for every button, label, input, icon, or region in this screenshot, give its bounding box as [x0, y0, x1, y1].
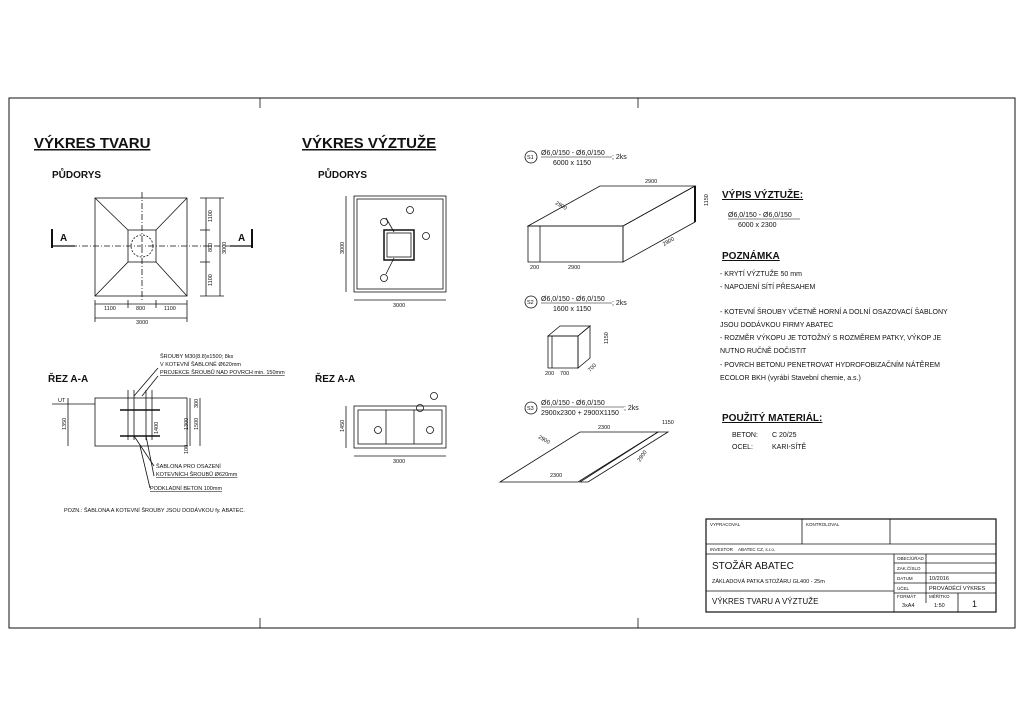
reinforcement-section: [346, 393, 446, 457]
svg-text:ZAK.ČÍSLO: ZAK.ČÍSLO: [897, 566, 921, 571]
vypis-spec: Ø6,0/150 - Ø6,0/150: [728, 212, 792, 219]
middle-title: VÝKRES VÝZTUŽE: [302, 135, 437, 152]
svg-text:ŠABLONA PRO OSAZENÍ: ŠABLONA PRO OSAZENÍ: [156, 464, 221, 470]
s2-mesh-drawing: [548, 326, 590, 368]
section-dim-h6: 300: [194, 398, 200, 408]
svg-text:JSOU DODÁVKOU FIRMY ABATEC: JSOU DODÁVKOU FIRMY ABATEC: [720, 322, 834, 329]
middle-plan-heading: PŮDORYS: [318, 170, 368, 181]
middle-section-heading: ŘEZ A-A: [315, 374, 356, 385]
fold-marks: [260, 98, 638, 628]
tb-title: STOŽÁR ABATEC: [712, 561, 794, 572]
poznamka-heading: POZNÁMKA: [722, 251, 780, 262]
section-marker-left: [52, 229, 75, 248]
svg-text:S2: S2: [527, 300, 534, 306]
plan-dim-b1: 1100: [104, 306, 116, 312]
s3-dim-2: 2900: [537, 434, 551, 446]
materials-list: [732, 432, 807, 451]
svg-text:PROJEKCE ŠROUBŮ NAD POVRCH min: PROJEKCE ŠROUBŮ NAD POVRCH min. 150mm: [160, 370, 285, 376]
middle-plan-height: 3000: [340, 241, 346, 254]
svg-text:A: A: [238, 233, 246, 244]
s2-dim-0: 1150: [604, 332, 610, 344]
left-section-heading: ŘEZ A-A: [48, 374, 89, 385]
plan-dim-total: 3000: [136, 320, 149, 326]
s1-tag: [525, 151, 537, 163]
section-dim-h1: 1350: [62, 417, 68, 430]
svg-text:- POVRCH BETONU PENETROVAT HYD: - POVRCH BETONU PENETROVAT HYDROFOBIZAČNÍM NÁTĚREM: [720, 362, 941, 369]
s3-size: 2900x2300 + 2900X1150: [541, 410, 619, 417]
s1-dim-0: 2900: [645, 179, 658, 185]
material-heading: POUŽITÝ MATERIÁL:: [722, 413, 823, 424]
s3-spec: Ø6,0/150 - Ø6,0/150: [541, 400, 605, 407]
svg-text:S1: S1: [527, 155, 534, 161]
s1-mesh-drawing: [528, 186, 695, 262]
s2-tag: [525, 296, 537, 308]
section-marker-right: [230, 229, 252, 248]
tb-drawing: VÝKRES TVARU A VÝZTUŽE: [712, 597, 819, 606]
s1-spec: Ø6,0/150 - Ø6,0/150: [541, 150, 605, 157]
left-plan-heading: PŮDORYS: [52, 170, 102, 181]
svg-text:C 20/25: C 20/25: [772, 432, 797, 439]
tb-subtitle: ZÁKLADOVÁ PATKA STOŽÁRU GL400 - 25m: [712, 579, 825, 585]
s3-count: ; 2ks: [624, 405, 639, 412]
svg-text:OCEL:: OCEL:: [732, 444, 754, 451]
svg-text:- ROZMĚR VÝKOPU JE TOTOŽNÝ S R: - ROZMĚR VÝKOPU JE TOTOŽNÝ S ROZMĚREM PATKY, VÝKOP JE: [720, 335, 942, 342]
plan-dim-rtotal: 3000: [222, 241, 228, 254]
s1-size: 6000 x 1150: [553, 160, 592, 167]
svg-text:V KOTEVNÍ ŠABLONĚ Ø620mm: V KOTEVNÍ ŠABLONĚ Ø620mm: [160, 362, 241, 368]
tb-scale-label: MĚŘÍTKO: [929, 594, 950, 599]
tb-vypracoval: VYPRACOVAL: [710, 522, 741, 527]
svg-text:S3: S3: [527, 406, 534, 412]
s3-dim-4: 2300: [550, 473, 563, 479]
section-dim-h5: 100: [184, 444, 190, 454]
bolt-notes: [160, 353, 285, 376]
tb-scale: 1:50: [934, 603, 945, 609]
left-title: VÝKRES TVARU: [34, 135, 151, 152]
s2-spec: Ø6,0/150 - Ø6,0/150: [541, 296, 605, 303]
svg-text:PROVÁDĚCÍ VÝKRES: PROVÁDĚCÍ VÝKRES: [929, 586, 986, 592]
reinforcement-plan: [346, 196, 446, 300]
foundation-section: [52, 368, 200, 488]
plan-dim-b2: 800: [136, 306, 146, 312]
svg-text:PODKLADNÍ BETON 100mm: PODKLADNÍ BETON 100mm: [150, 486, 223, 492]
s1-dim-5: 1150: [704, 194, 710, 206]
s2-dim-3: 700: [587, 362, 598, 374]
svg-text:NUTNO RUČNĚ DOČISTIT: NUTNO RUČNĚ DOČISTIT: [720, 348, 807, 355]
tb-investor-label: INVESTOR: [710, 547, 733, 552]
s1-count: ; 2ks: [612, 154, 627, 161]
svg-text:DATUM: DATUM: [897, 576, 913, 581]
middle-section-height: 1450: [340, 419, 346, 432]
notes-list: [720, 269, 948, 382]
tb-format-label: FORMÁT: [897, 594, 916, 599]
s1-dim-1: 2900: [554, 200, 568, 212]
tb-kontroloval: KONTROLOVAL: [806, 522, 840, 527]
tb-sheet-number: 1: [972, 599, 978, 609]
s2-dim-1: 200: [545, 371, 555, 377]
s3-tag: [525, 402, 537, 414]
s2-size: 1600 x 1150: [553, 306, 592, 313]
svg-text:KARI-SÍTĚ: KARI-SÍTĚ: [772, 444, 807, 451]
tb-investor: ABATEC CZ, s.r.o.: [738, 547, 776, 552]
section-dim-h3: 1300: [184, 417, 190, 430]
svg-text:OBEC/ÚŘAD: OBEC/ÚŘAD: [897, 556, 924, 561]
middle-section-width: 3000: [393, 459, 406, 465]
svg-text:- KRYTÍ VÝZTUŽE 50 mm: - KRYTÍ VÝZTUŽE 50 mm: [720, 271, 802, 278]
svg-text:BETON:: BETON:: [732, 432, 758, 439]
svg-text:ECOLOR BKH (vyrábí Stavební ch: ECOLOR BKH (vyrábí Stavební chemie, a.s.): [720, 375, 861, 382]
left-footnote: POZN.: ŠABLONA A KOTEVNÍ ŠROUBY JSOU DODÁVKOU fy. ABATEC.: [64, 508, 245, 514]
svg-text:ÚČEL: ÚČEL: [897, 586, 910, 591]
s3-dim-3: 2900: [636, 449, 649, 464]
middle-plan-width: 3000: [393, 303, 406, 309]
s1-dim-4: 200: [530, 265, 540, 271]
plan-dim-r1: 1100: [208, 210, 214, 222]
tb-format: 3xA4: [902, 603, 915, 609]
ut-label: UT: [58, 398, 66, 404]
svg-text:ŠROUBY M30(8.8)x1500; 8ks: ŠROUBY M30(8.8)x1500; 8ks: [160, 354, 234, 360]
vypis-size: 6000 x 2300: [738, 222, 777, 229]
plan-dim-r2: 800: [208, 242, 214, 252]
plan-dim-b3: 1100: [164, 306, 176, 312]
s1-dim-2: 2900: [568, 265, 581, 271]
section-dim-h2: 1400: [154, 421, 160, 434]
template-notes: [150, 463, 238, 492]
s1-dim-3: 2900: [662, 236, 676, 248]
svg-text:KOTEVNÍCH ŠROUBŮ Ø620mm: KOTEVNÍCH ŠROUBŮ Ø620mm: [156, 472, 238, 478]
svg-text:A: A: [60, 233, 68, 244]
plan-dim-r3: 1100: [208, 274, 214, 286]
s2-count: ; 2ks: [612, 300, 627, 307]
s2-dim-2: 700: [560, 371, 570, 377]
vypis-heading: VÝPIS VÝZTUŽE:: [722, 190, 804, 201]
svg-text:- KOTEVNÍ ŠROUBY VČETNĚ HORNÍ: - KOTEVNÍ ŠROUBY VČETNĚ HORNÍ A DOLNÍ OSAZOVACÍ ŠABLONY: [720, 309, 948, 316]
foundation-plan: [60, 192, 232, 322]
s3-dim-0: 2300: [598, 425, 611, 431]
section-dim-h4: 1500: [194, 417, 200, 430]
svg-text:- NAPOJENÍ SÍTÍ PŘESAHEM: - NAPOJENÍ SÍTÍ PŘESAHEM: [720, 284, 816, 291]
s3-dim-1: 1150: [662, 420, 674, 426]
svg-text:10/2016: 10/2016: [929, 576, 949, 582]
